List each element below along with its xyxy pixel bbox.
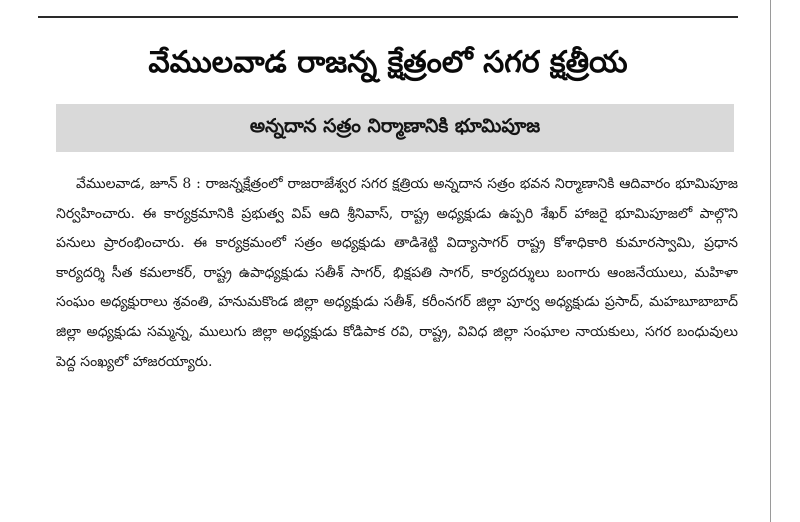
article-subheadline: అన్నదాన సత్రం నిర్మాణానికి భూమిపూజ xyxy=(249,114,541,137)
subheadline-banner xyxy=(56,104,734,152)
article-body: వేములవాడ, జూన్ 8 : రాజన్నక్షేత్రంలో రాజరాజేశ్వర సగర క్షత్రియ అన్నదాన సత్రం భవన నిర్మాణానికి ఆదివారం భూమిపూజ నిర్వహించారు. ఈ కార్యక్రమానికి ప్రభుత్వ విప్ ఆది శ్రీనివాస్, రాష్ట్ర అధ్యక్షుడు ఉప్పరి శేఖర్ హాజరై భూమిపూజలో పాల్గొని పనులు ప్రారంభించారు. ఈ కార్యక్రమంలో సత్రం అధ్యక్షుడు తాడిశెట్టి విద్యాసాగర్ రాష్ట్ర కోశాధికారి కుమారస్వామి, ప్రధాన కార్యదర్శి సీత కమలాకర్, రాష్ట్ర ఉపాధ్యక్షుడు సతీశ్ సాగర్, భిక్షపతి సాగర్, కార్యదర్శులు బంగారు ఆంజనేయులు, మహిళా సంఘం అధ్యక్షురాలు శ్రవంతి, హనుమకొండ జిల్లా అధ్యక్షుడు సతీశ్, కరీంనగర్ జిల్లా పూర్వ అధ్యక్షుడు ప్రసాద్, మహబూబాబాద్ జిల్లా అధ్యక్షుడు సమ్మన్న, ములుగు జిల్లా అధ్యక్షుడు కోడిపాక రవి, రాష్ట్ర, వివిధ జిల్లా సంఘాల నాయకులు, సగర బంధువులు పెద్ద సంఖ్యలో హాజరయ్యారు. xyxy=(56,176,738,370)
top-divider xyxy=(38,16,738,18)
article-headline: వేములవాడ రాజన్న క్షేత్రంలో సగర క్షత్రీయ xyxy=(148,45,628,80)
column-divider xyxy=(770,0,771,522)
